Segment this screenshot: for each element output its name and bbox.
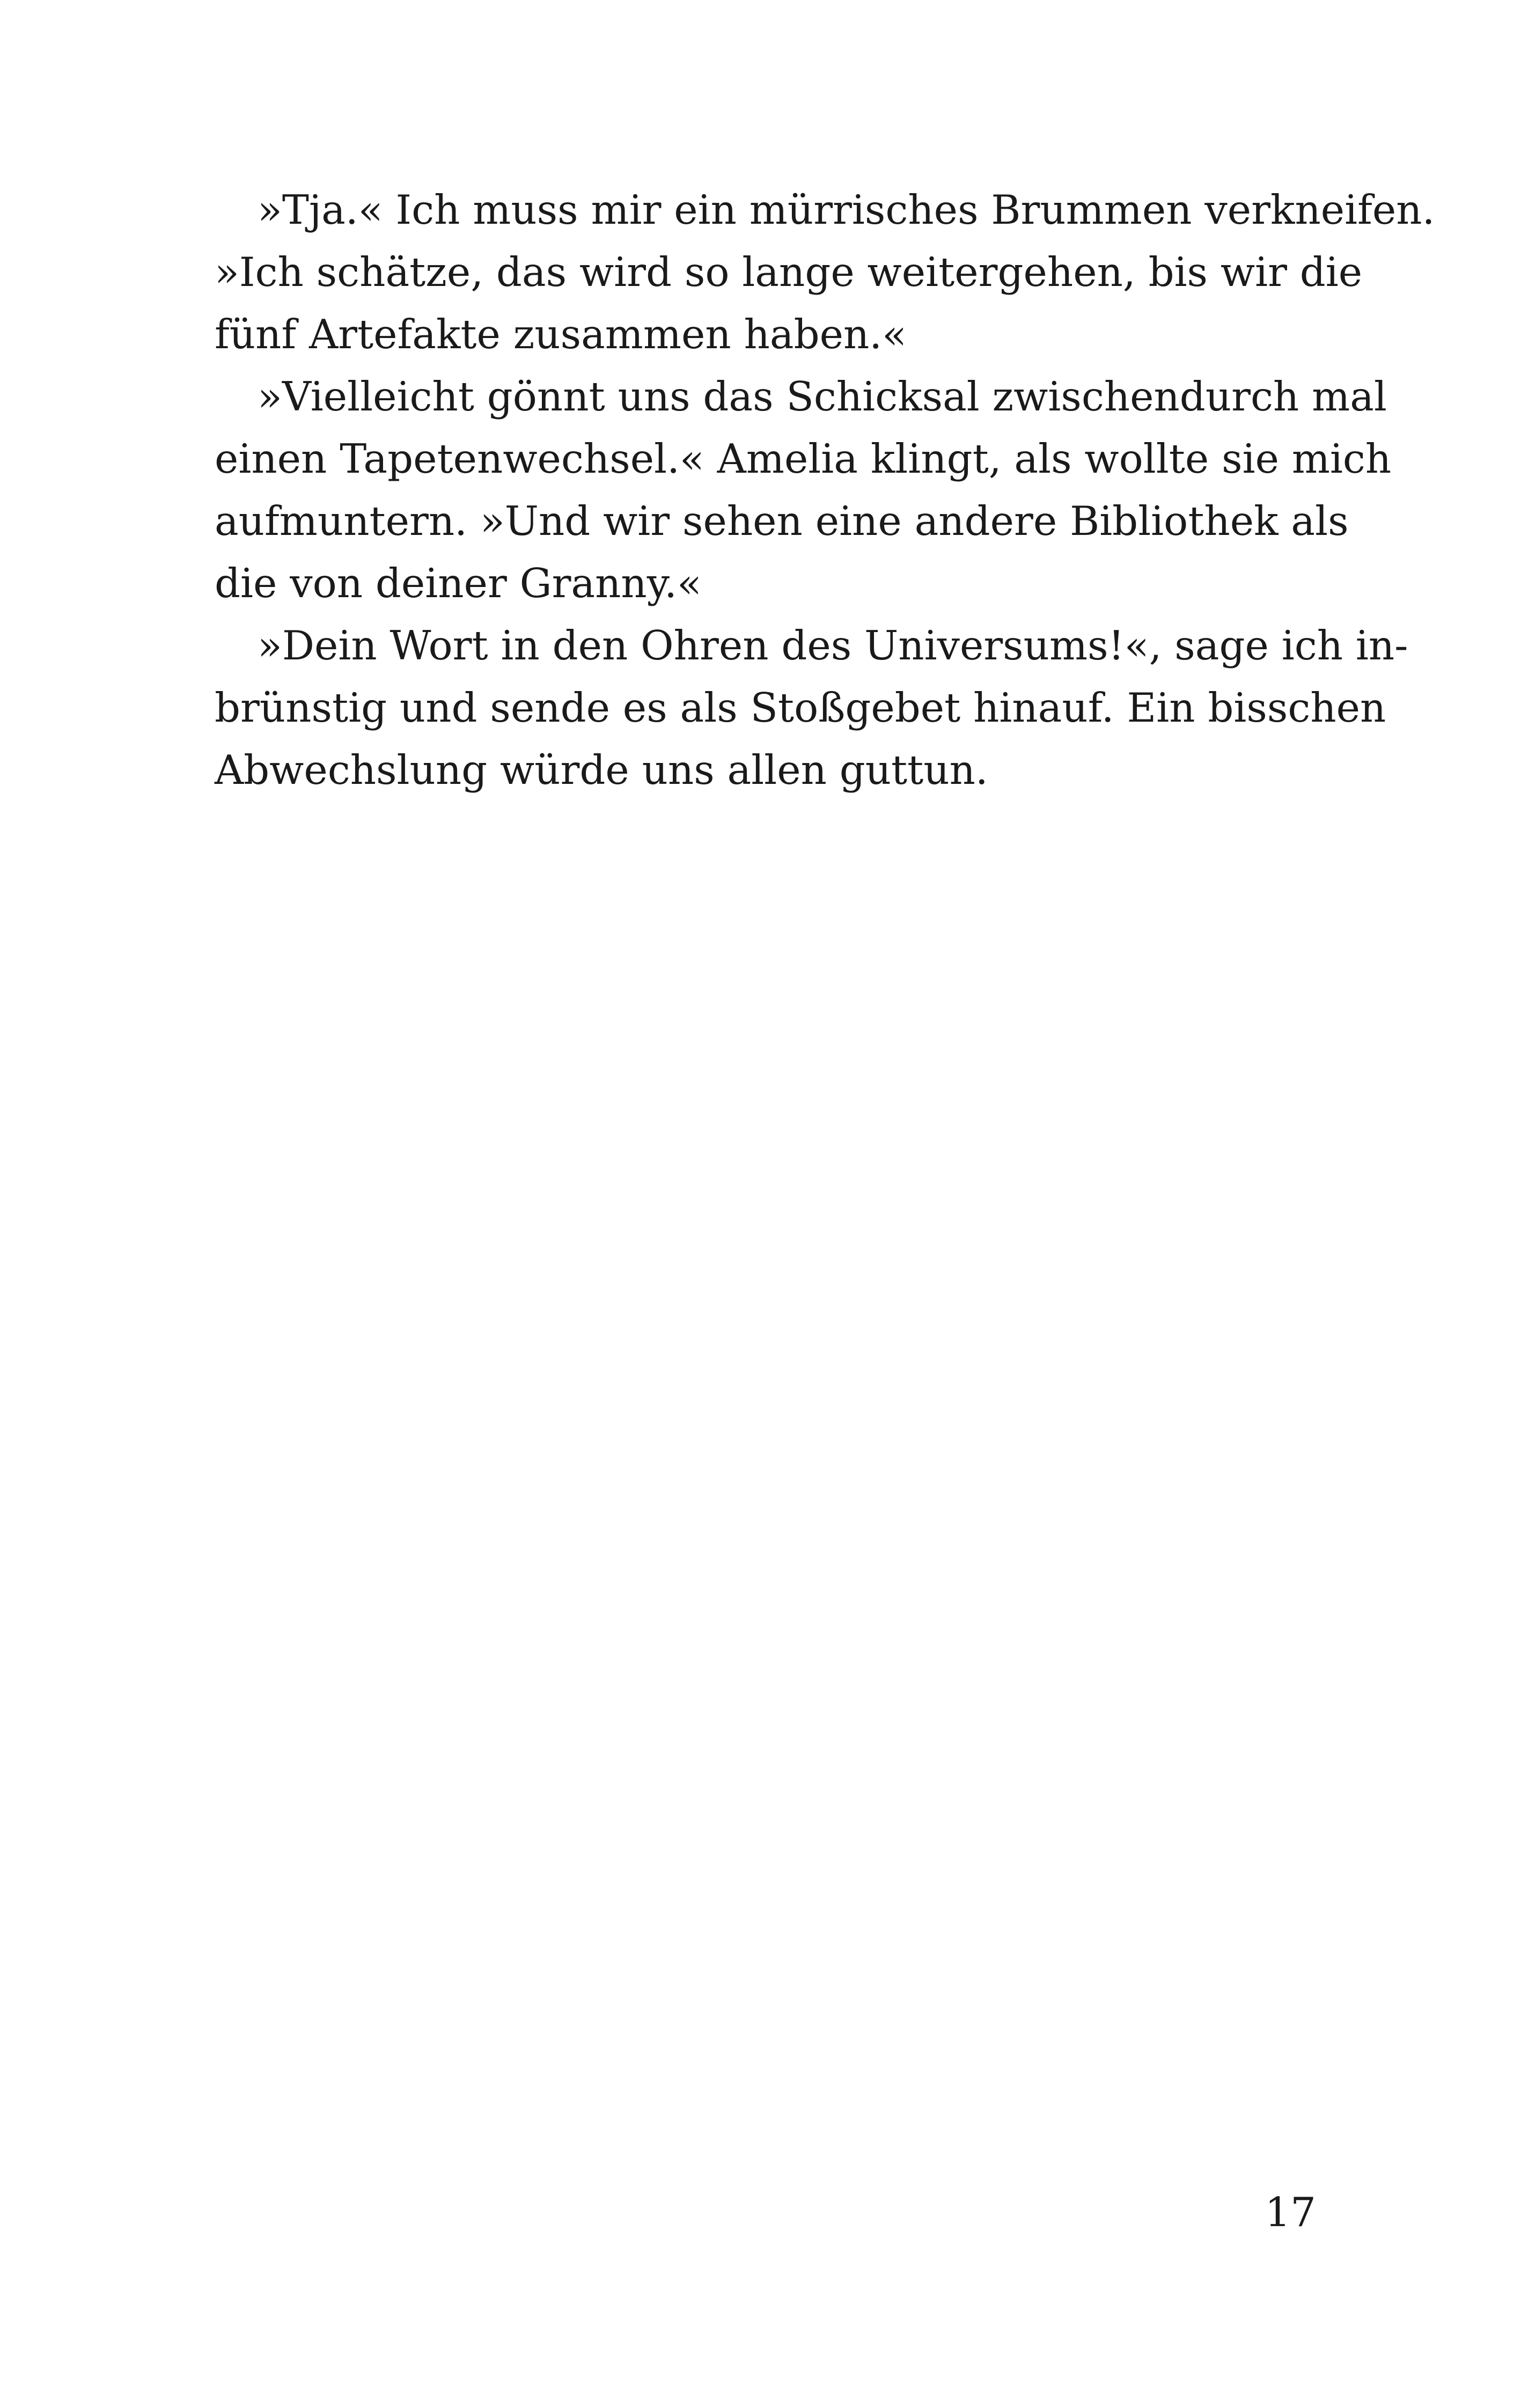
- paragraph: [215, 179, 1435, 365]
- text-line: »Tja.« Ich muss mir ein mürrisches Brummen verkneifen.: [258, 186, 1435, 233]
- paragraph: [215, 365, 1392, 614]
- paragraph: [215, 614, 1408, 801]
- page-number: 17: [1265, 2189, 1316, 2236]
- text-line: aufmuntern. »Und wir sehen eine andere Bibliothek als: [215, 497, 1349, 545]
- text-line: fünf Artefakte zusammen haben.«: [215, 311, 907, 358]
- text-line: »Ich schätze, das wird so lange weitergehen, bis wir die: [215, 248, 1363, 296]
- text-line: brünstig und sende es als Stoßgebet hinauf. Ein bisschen: [215, 684, 1386, 731]
- text-line: Abwechslung würde uns allen guttun.: [215, 746, 988, 794]
- text-line: einen Tapetenwechsel.« Amelia klingt, als wollte sie mich: [215, 435, 1392, 482]
- text-line: »Vielleicht gönnt uns das Schicksal zwischendurch mal: [258, 373, 1387, 420]
- text-line: die von deiner Granny.«: [215, 560, 702, 607]
- body-text: [215, 179, 1435, 801]
- text-line: »Dein Wort in den Ohren des Universums!«, sage ich in-: [258, 622, 1408, 669]
